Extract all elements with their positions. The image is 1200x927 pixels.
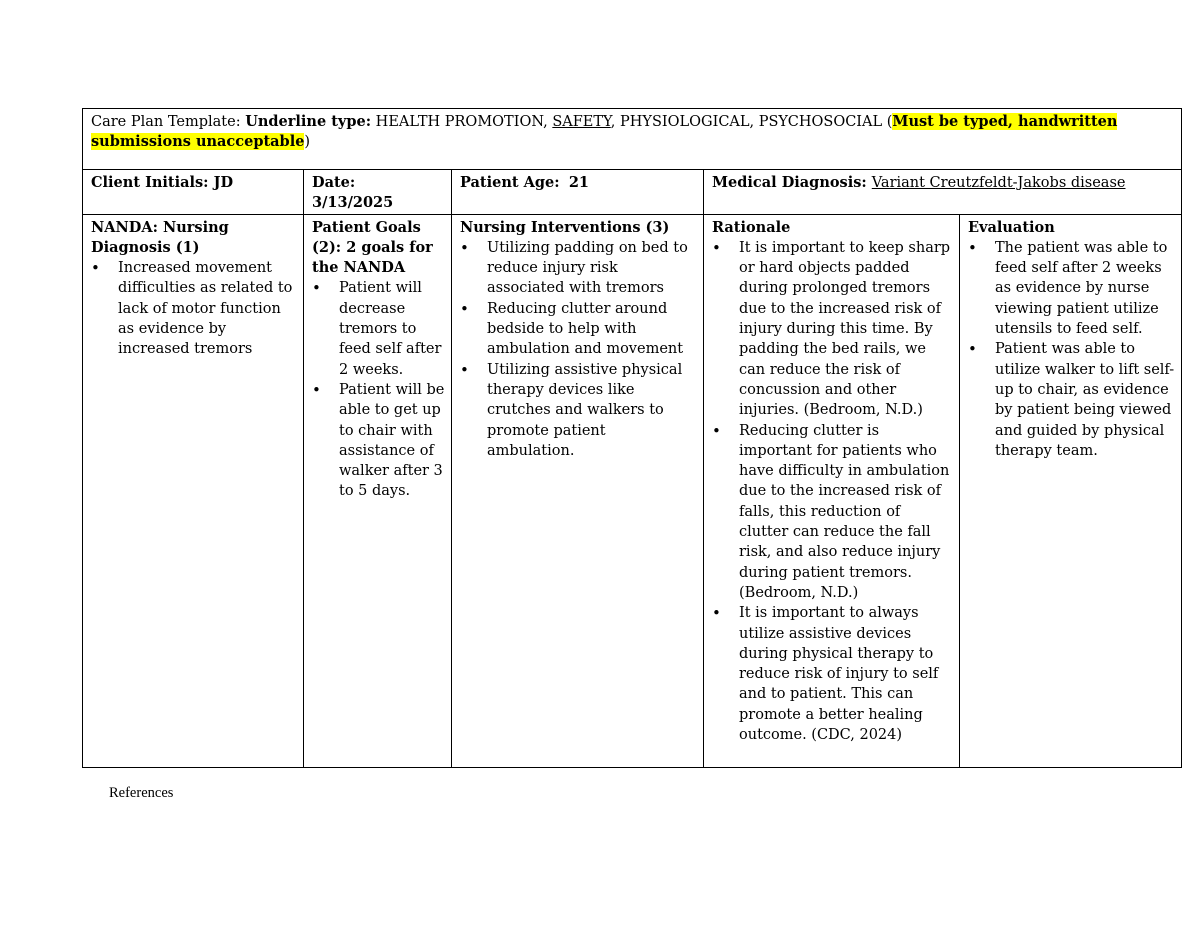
patient-age-label: Patient Age: bbox=[460, 174, 560, 191]
patient-goals-list bbox=[312, 278, 445, 501]
plan-types-after: , PHYSIOLOGICAL, PSYCHOSOCIAL ( bbox=[610, 114, 893, 130]
list-item: • Utilizing padding on bed to reduce injury risk associated with tremors bbox=[460, 238, 697, 299]
evaluation-cell bbox=[960, 214, 1182, 767]
evaluation-list bbox=[968, 238, 1175, 461]
plan-type-selected: SAFETY bbox=[552, 114, 611, 130]
list-item: • Increased movement difficulties as related to lack of motor function as evidence by increased tremors bbox=[91, 258, 297, 359]
care-plan-label: Care Plan Template: bbox=[91, 114, 246, 130]
rationale-heading: Rationale bbox=[712, 218, 791, 236]
list-item: • The patient was able to feed self after 2 weeks as evidence by nurse viewing patient utilize utensils to feed self. bbox=[968, 238, 1175, 339]
date-label: Date: bbox=[312, 174, 356, 191]
date-value: 3/13/2025 bbox=[312, 194, 394, 212]
nanda-list bbox=[91, 258, 297, 359]
typed-submission-note: Must be typed, handwritten submissions unacceptable bbox=[91, 113, 1118, 151]
evaluation-heading: Evaluation bbox=[968, 218, 1055, 236]
patient-goals-heading: Patient Goals (2): 2 goals for the NANDA bbox=[312, 218, 433, 277]
list-item: • It is important to always utilize assistive devices during physical therapy to reduce risk of injury to self and to patient. This can promote a better healing outcome. (CDC, 2024) bbox=[712, 603, 953, 745]
nursing-interventions-heading: Nursing Interventions (3) bbox=[460, 218, 670, 236]
underline-type-label: Underline type: bbox=[245, 113, 372, 130]
client-initials-cell bbox=[83, 170, 304, 215]
patient-age-cell bbox=[452, 170, 704, 215]
patient-goals-cell bbox=[304, 214, 452, 767]
list-item: • Reducing clutter is important for patients who have difficulty in ambulation due to the increased risk of falls, this reduction of clutter can reduce the fall risk, and also reduce injury during patient tremors. (Bedroom, N.D.) bbox=[712, 421, 953, 604]
list-item: • Utilizing assistive physical therapy devices like crutches and walkers to promote patient ambulation. bbox=[460, 360, 697, 461]
list-item: • Reducing clutter around bedside to help with ambulation and movement bbox=[460, 299, 697, 360]
medical-diagnosis-value: Variant Creutzfeldt-Jakobs disease bbox=[871, 175, 1126, 191]
list-item: • It is important to keep sharp or hard objects padded during prolonged tremors due to the increased risk of injury during this time. By padding the bed rails, we can reduce the risk of concussion and other injuries. (Bedroom, N.D.) bbox=[712, 238, 953, 421]
list-item: • Patient will decrease tremors to feed self after 2 weeks. bbox=[312, 278, 445, 379]
nanda-cell bbox=[83, 214, 304, 767]
note-close-paren: ) bbox=[304, 134, 311, 151]
list-item: • Patient will be able to get up to chair with assistance of walker after 3 to 5 days. bbox=[312, 380, 445, 502]
care-plan-table bbox=[82, 108, 1182, 768]
references-heading: References bbox=[109, 785, 174, 801]
patient-age-value: 21 bbox=[568, 174, 590, 191]
date-cell bbox=[304, 170, 452, 215]
nanda-heading: NANDA: Nursing Diagnosis (1) bbox=[91, 218, 229, 256]
rationale-list bbox=[712, 238, 953, 745]
medical-diagnosis-label: Medical Diagnosis: bbox=[712, 174, 872, 191]
list-item: • Patient was able to utilize walker to lift self-up to chair, as evidence by patient being viewed and guided by physical therapy team. bbox=[968, 339, 1175, 461]
care-plan-title-cell bbox=[83, 109, 1182, 170]
rationale-cell bbox=[704, 214, 960, 767]
client-initials-value: JD bbox=[213, 174, 234, 191]
medical-diagnosis-cell bbox=[704, 170, 1182, 215]
client-initials-label: Client Initials: bbox=[91, 174, 214, 191]
nursing-interventions-list bbox=[460, 238, 697, 461]
plan-types-before: HEALTH PROMOTION, bbox=[371, 114, 553, 130]
nursing-interventions-cell bbox=[452, 214, 704, 767]
